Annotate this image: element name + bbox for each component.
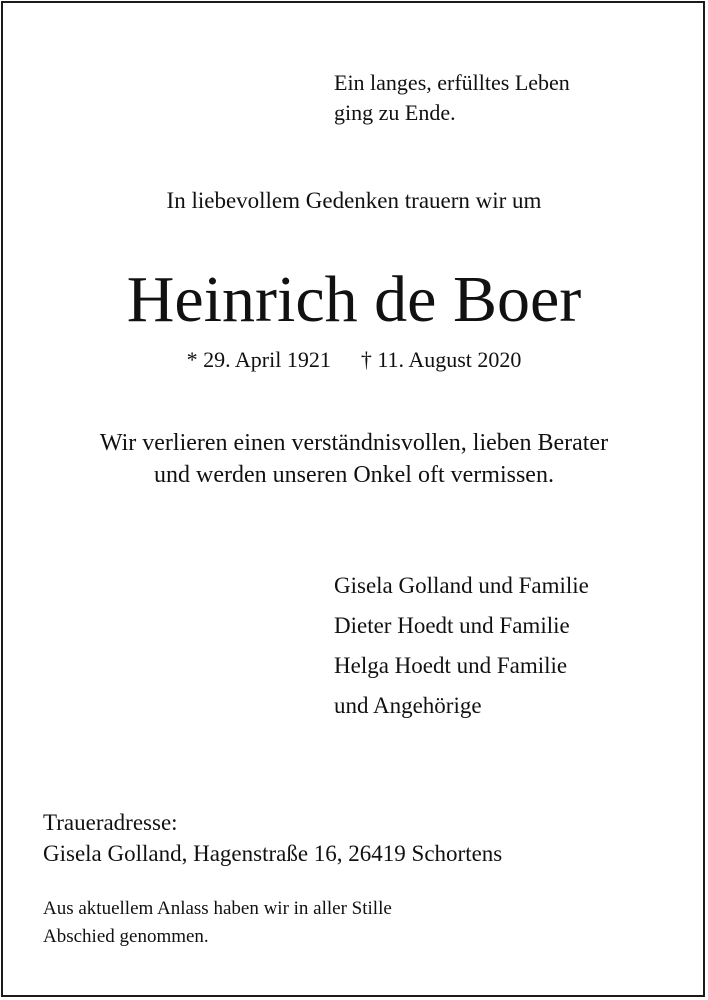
mourner-entry: und Angehörige <box>334 693 482 718</box>
motto-line: Ein langes, erfülltes Leben <box>334 70 570 95</box>
address-value: Gisela Golland, Hagenstraße 16, 26419 Schortens <box>43 841 503 866</box>
closing-note <box>43 895 392 951</box>
death-date: † 11. August 2020 <box>360 347 522 372</box>
note-line: Abschied genommen. <box>43 926 209 947</box>
mourner-entry: Helga Hoedt und Familie <box>334 653 568 678</box>
motto <box>334 68 570 128</box>
life-dates <box>0 345 708 375</box>
tribute-text <box>0 427 708 491</box>
note-line: Aus aktuellem Anlass haben wir in aller Stille <box>43 898 392 919</box>
mourning-address <box>43 807 502 869</box>
tribute-line: und werden unseren Onkel oft vermissen. <box>154 462 554 488</box>
address-label: Traueradresse: <box>43 810 178 835</box>
mourner-entry: Dieter Hoedt und Familie <box>334 613 570 638</box>
tribute-line: Wir verlieren einen verständnisvollen, lieben Berater <box>99 430 609 456</box>
mourner-entry: Gisela Golland und Familie <box>334 573 589 598</box>
intro-text: In liebevollem Gedenken trauern wir um <box>166 188 542 213</box>
mourners-list <box>334 566 589 726</box>
birth-date: * 29. April 1921 <box>186 347 331 372</box>
deceased-name: Heinrich de Boer <box>126 263 582 336</box>
motto-line: ging zu Ende. <box>334 100 456 125</box>
